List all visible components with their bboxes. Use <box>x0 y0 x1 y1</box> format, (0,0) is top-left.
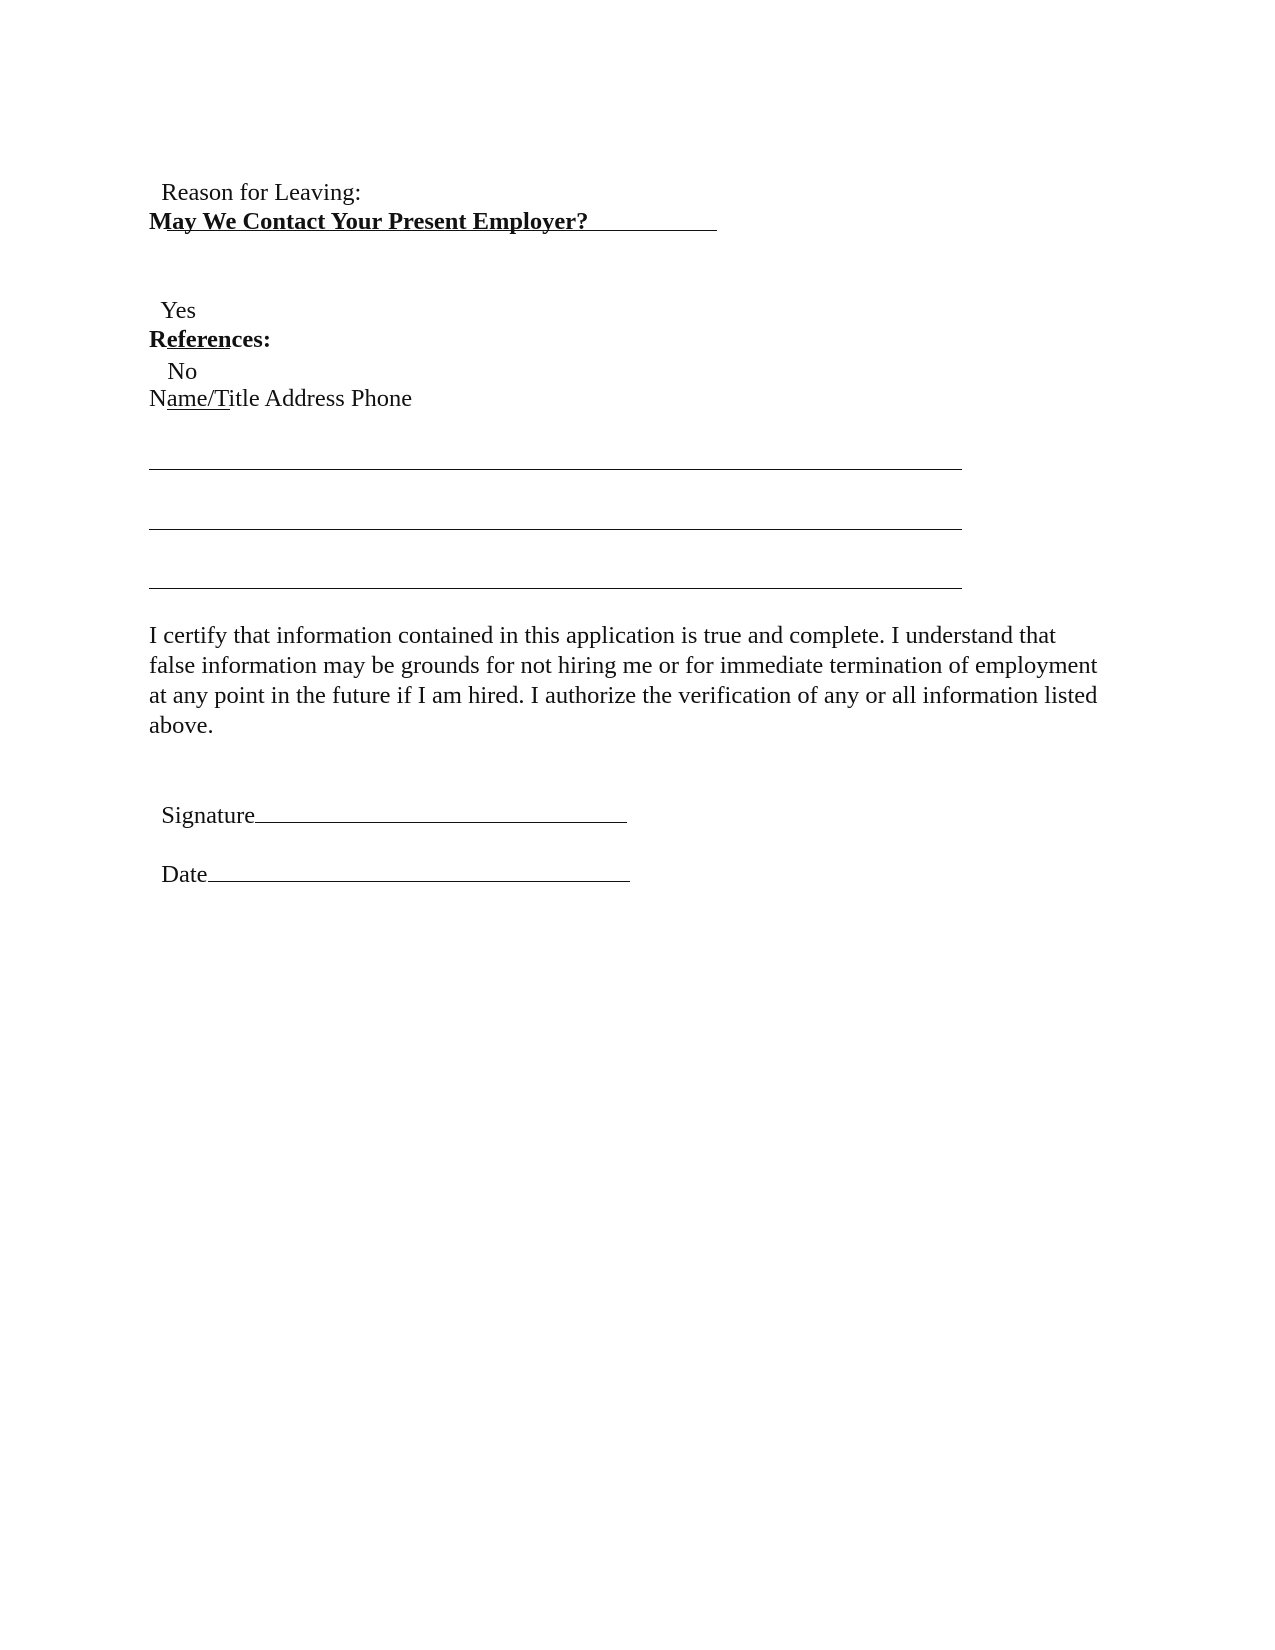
signature-field[interactable] <box>255 800 627 823</box>
certification-paragraph <box>149 621 1149 741</box>
reference-line-2[interactable] <box>149 529 962 530</box>
reference-line-3[interactable] <box>149 588 962 589</box>
references-heading: References: <box>149 326 271 353</box>
no-label: No <box>167 358 198 385</box>
contact-employer-heading: May We Contact Your Present Employer? <box>149 208 589 235</box>
date-row <box>149 829 630 890</box>
reference-line-1[interactable] <box>149 469 962 470</box>
certification-line: false information may be grounds for not hiring me or for immediate termination of employment <box>149 652 1098 679</box>
date-label: Date <box>161 861 208 888</box>
yes-label: Yes <box>160 297 196 324</box>
certification-line: I certify that information contained in this application is true and complete. I understand that <box>149 622 1056 649</box>
certification-line: at any point in the future if I am hired. I authorize the verification of any or all information listed <box>149 682 1098 709</box>
reason-for-leaving-label: Reason for Leaving: <box>161 179 362 206</box>
signature-row <box>149 770 627 831</box>
signature-label: Signature <box>161 802 256 829</box>
date-field[interactable] <box>208 859 630 882</box>
certification-line: above. <box>149 712 214 739</box>
references-columns: Name/Title Address Phone <box>149 385 413 412</box>
